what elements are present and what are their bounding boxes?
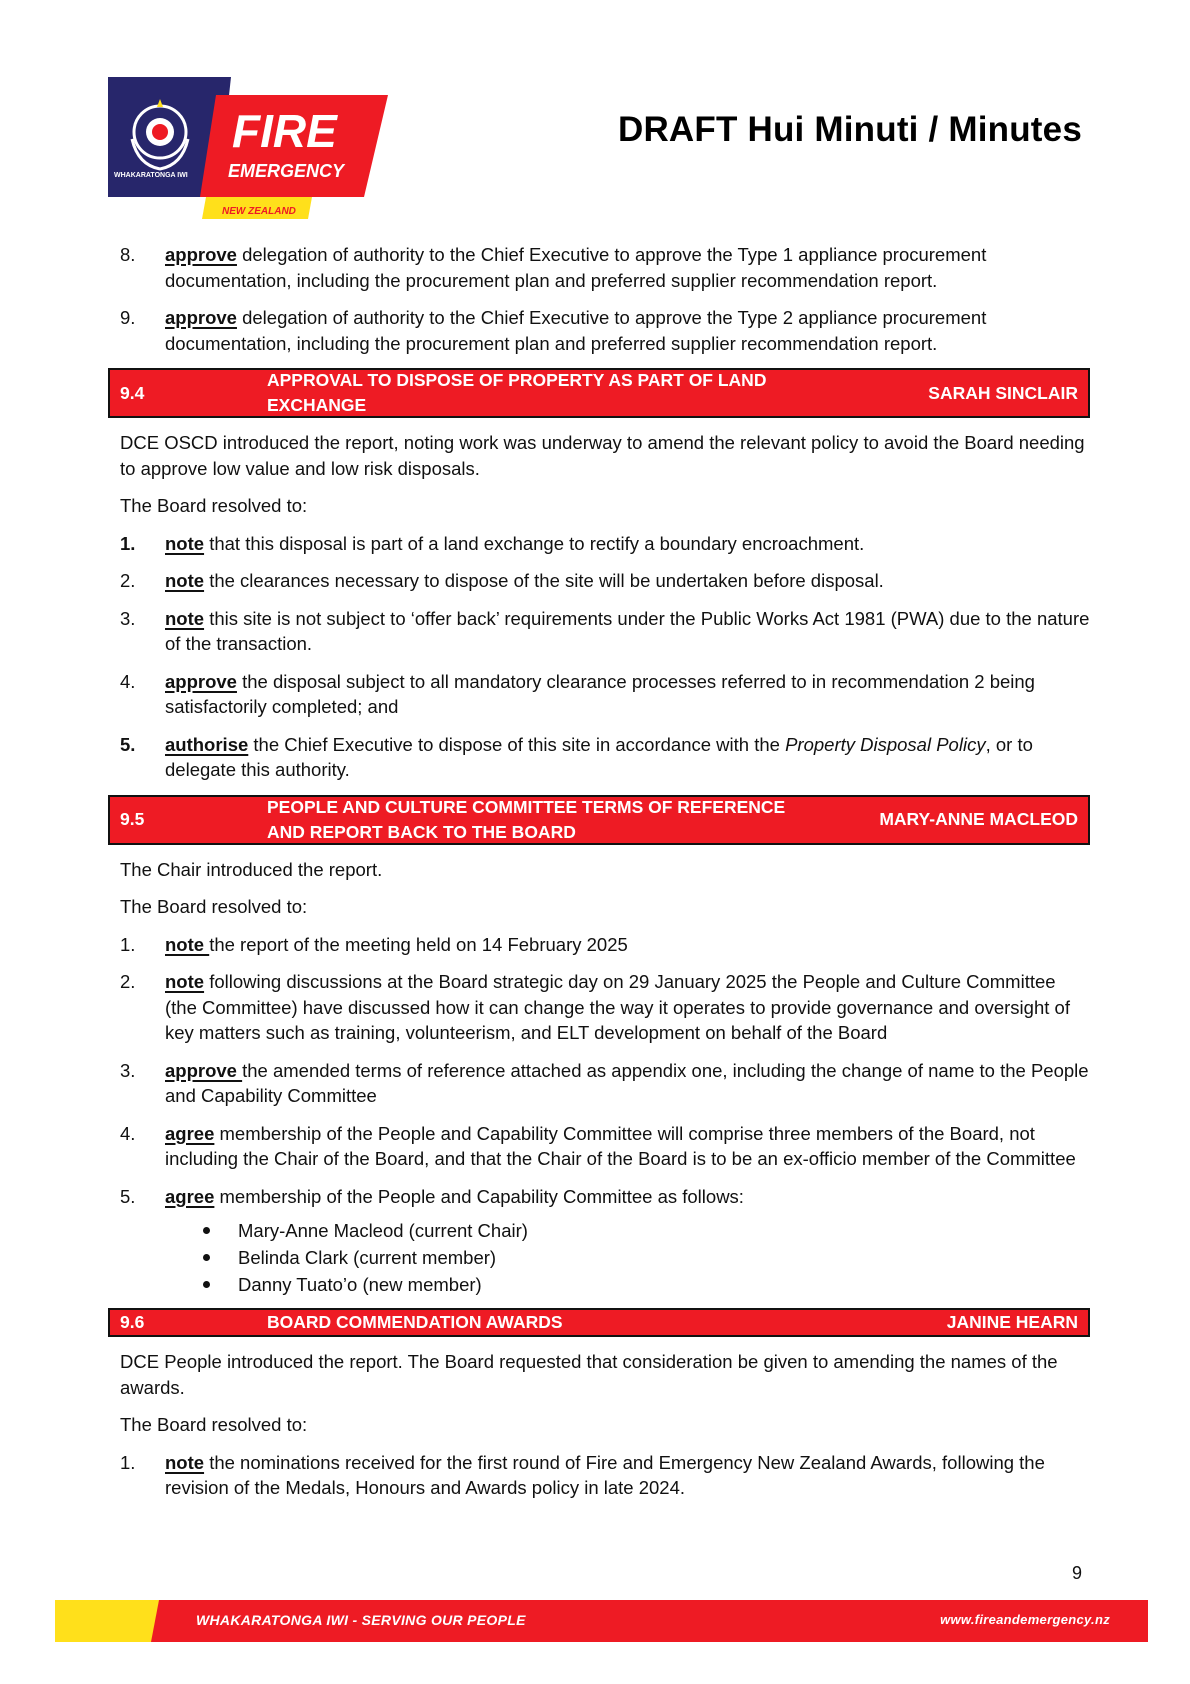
list-item	[108, 932, 1090, 958]
list-item	[108, 732, 1090, 783]
section-header-9-6	[108, 1308, 1090, 1337]
section-number: 9.5	[120, 809, 145, 829]
item-text: the nominations received for the first round of Fire and Emergency New Zealand Awards, following the revision of the Medals, Honours and Awards policy in late 2024.	[165, 1451, 1045, 1498]
member-list	[108, 1217, 1090, 1298]
item-number: 5.	[120, 1185, 136, 1207]
section-number: 9.6	[120, 1312, 145, 1332]
section-intro: The Chair introduced the report.	[120, 858, 383, 880]
fire-emergency-logo	[108, 77, 388, 219]
item-number: 2.	[120, 971, 136, 992]
item-text: the Chief Executive to dispose of this site in accordance with the	[248, 733, 786, 755]
item-text: membership of the People and Capability Committee as follows:	[214, 1185, 744, 1207]
item-text: membership of the People and Capability Committee will comprise three members of the Board, not including the Chair of the Board, and that the Chair of the Board is to be an ex-officio member of the Committee	[165, 1122, 1076, 1169]
item-text: following discussions at the Board strategic day on 29 January 2025 the People and Culture Committee (the Committee) have discussed how it can change the way it operates to provide governance and oversight of key matters such as training, volunteerism, and ELT development on behalf of the Board	[165, 971, 1070, 1043]
section-owner: SARAH SINCLAIR	[928, 382, 1078, 403]
item-text: the clearances necessary to dispose of the site will be undertaken before disposal.	[204, 570, 884, 591]
section-header-9-4	[108, 368, 1090, 418]
item-keyword: approve	[165, 244, 237, 265]
item-number: 1.	[120, 532, 136, 554]
logo-fire-text: FIRE	[232, 105, 337, 157]
resolved-label: The Board resolved to:	[120, 1414, 308, 1435]
list-item	[108, 1184, 1090, 1210]
item-text: this site is not subject to ‘offer back’ requirements under the Public Works Act 1981 (PWA) due to the nature of the transaction.	[165, 607, 1090, 654]
item-keyword: agree	[165, 1122, 215, 1144]
item-keyword: agree	[165, 1185, 215, 1207]
item-number: 3.	[120, 1059, 136, 1081]
item-keyword: note	[165, 570, 205, 591]
list-item	[108, 669, 1090, 720]
item-number: 4.	[120, 1122, 136, 1144]
list-item	[108, 568, 1090, 594]
item-text: the report of the meeting held on 14 February 2025	[209, 933, 628, 955]
item-number: 4.	[120, 670, 136, 692]
section-header-9-5	[108, 795, 1090, 845]
resolved-label: The Board resolved to:	[120, 495, 308, 516]
logo-org-text: WHAKARATONGA IWI	[114, 172, 188, 179]
item-keyword: note	[165, 532, 205, 554]
list-item	[108, 531, 1090, 557]
section-owner: MARY-ANNE MACLEOD	[879, 809, 1078, 829]
footer-tagline: WHAKARATONGA IWI - SERVING OUR PEOPLE	[196, 1612, 526, 1628]
item-keyword: authorise	[165, 733, 249, 755]
item-keyword: approve	[165, 1059, 243, 1081]
item-number: 1.	[120, 1451, 136, 1473]
member-list-item: Danny Tuato’o (new member)	[203, 1271, 1090, 1298]
item-keyword: note	[165, 607, 205, 629]
minutes-content	[108, 242, 1090, 1513]
item-keyword: note	[165, 1451, 205, 1473]
page-number: 9	[1071, 1563, 1082, 1583]
section-title: APPROVAL TO DISPOSE OF PROPERTY AS PART OF LAND EXCHANGE	[267, 370, 767, 415]
list-item	[108, 606, 1090, 657]
section-owner: JANINE HEARN	[946, 1312, 1078, 1332]
section-number: 9.4	[120, 382, 145, 403]
item-keyword: approve	[165, 307, 237, 328]
item-text: delegation of authority to the Chief Executive to approve the Type 2 appliance procurement documentation, including the procurement plan and preferred supplier recommendation report.	[165, 307, 987, 354]
section-title: BOARD COMMENDATION AWARDS	[267, 1312, 563, 1332]
item-number: 8.	[120, 244, 136, 265]
section-intro: DCE OSCD introduced the report, noting work was underway to amend the relevant policy to avoid the Board needing to approve low value and low risk disposals.	[120, 432, 1085, 479]
list-item	[108, 242, 1090, 293]
section-title-line: PEOPLE AND CULTURE COMMITTEE TERMS OF REFERENCE	[267, 796, 786, 817]
item-text: delegation of authority to the Chief Executive to approve the Type 1 appliance procurement documentation, including the procurement plan and preferred supplier recommendation report.	[165, 244, 987, 291]
item-number: 3.	[120, 607, 136, 629]
member-list-item: Mary-Anne Macleod (current Chair)	[203, 1217, 1090, 1244]
document-title: DRAFT Hui Minuti / Minutes	[617, 110, 1082, 149]
item-keyword: note	[165, 971, 205, 992]
item-text: , or to delegate this authority.	[165, 733, 1033, 780]
member-list-item: Belinda Clark (current member)	[203, 1244, 1090, 1271]
item-text: the amended terms of reference attached as appendix one, including the change of name to the People and Capability Committee	[165, 1059, 1089, 1106]
item-text: the disposal subject to all mandatory clearance processes referred to in recommendation 2 being satisfactorily completed; and	[165, 670, 1035, 717]
section-intro: DCE People introduced the report. The Board requested that consideration be given to amending the names of the awards.	[120, 1351, 1058, 1398]
item-keyword: approve	[165, 670, 237, 692]
footer-url[interactable]: www.fireandemergency.nz	[940, 1612, 1110, 1627]
list-item	[108, 305, 1090, 356]
item-number: 5.	[120, 733, 136, 755]
section-title-line: AND REPORT BACK TO THE BOARD	[267, 821, 576, 842]
item-number: 1.	[120, 933, 136, 955]
section-title	[267, 795, 797, 845]
policy-name: Property Disposal Policy	[785, 733, 986, 755]
list-item	[108, 969, 1090, 1046]
item-number: 2.	[120, 570, 136, 591]
list-item	[108, 1121, 1090, 1172]
item-text: that this disposal is part of a land exchange to rectify a boundary encroachment.	[204, 532, 865, 554]
resolved-label: The Board resolved to:	[120, 896, 308, 917]
list-item	[108, 1450, 1090, 1501]
list-item	[108, 1058, 1090, 1109]
logo-nz-text: NEW ZEALAND	[222, 206, 296, 217]
item-number: 9.	[120, 307, 136, 328]
logo-emergency-text: EMERGENCY	[228, 161, 345, 181]
item-keyword: note	[165, 933, 210, 955]
